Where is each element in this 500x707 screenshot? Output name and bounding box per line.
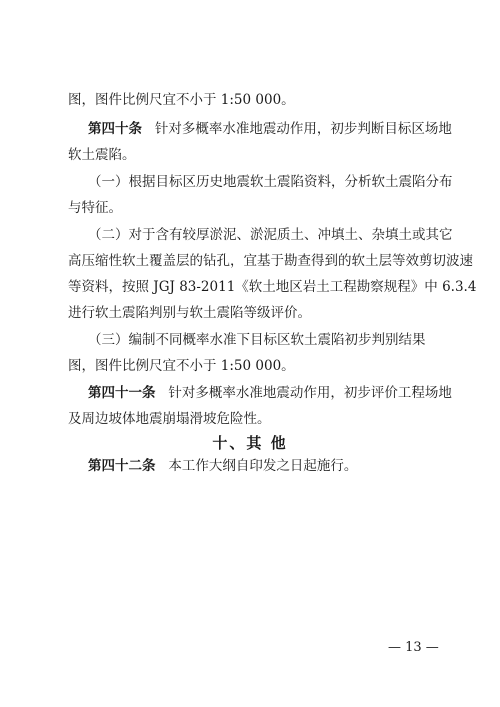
article-41-label: 第四十一条 (88, 385, 156, 401)
text-line: 图，图件比例尺宜不小于 1:50 000。 (68, 358, 295, 374)
section-heading: 十、其 他 (212, 434, 288, 452)
item-3-line: （三）编制不同概率水准下目标区软土震陷初步判别结果 (88, 332, 426, 348)
article-40-text: 针对多概率水准地震动作用，初步判断目标区场地 (154, 121, 452, 137)
text-line: 软土震陷。 (68, 147, 136, 163)
article-42-label: 第四十二条 (88, 458, 156, 474)
item-1-line: （一）根据目标区历史地震软土震陷资料，分析软土震陷分布 (88, 174, 453, 190)
text-line: 及周边坡体地震崩塌滑坡危险性。 (68, 411, 271, 427)
item-2-line: （二）对于含有较厚淤泥、淤泥质土、冲填土、杂填土或其它 (88, 227, 453, 243)
text-line: 图，图件比例尺宜不小于 1:50 000。 (68, 92, 295, 108)
article-42-line (88, 458, 357, 474)
text-line: 与特征。 (68, 200, 122, 216)
article-41-line (88, 385, 452, 401)
page-number: — 13 — (388, 640, 439, 655)
text-line: 等资料，按照 JGJ 83-2011《软土地区岩土工程勘察规程》中 6.3.4 (68, 279, 477, 295)
text-line: 高压缩性软土覆盖层的钻孔，宜基于勘查得到的软土层等效剪切波速 (68, 253, 473, 269)
text-line: 进行软土震陷判别与软土震陷等级评价。 (68, 305, 311, 321)
article-40-label: 第四十条 (88, 121, 142, 137)
article-41-text: 针对多概率水准地震动作用，初步评价工程场地 (168, 385, 452, 401)
article-40-line (88, 121, 452, 137)
article-42-text: 本工作大纲自印发之日起施行。 (168, 458, 358, 474)
